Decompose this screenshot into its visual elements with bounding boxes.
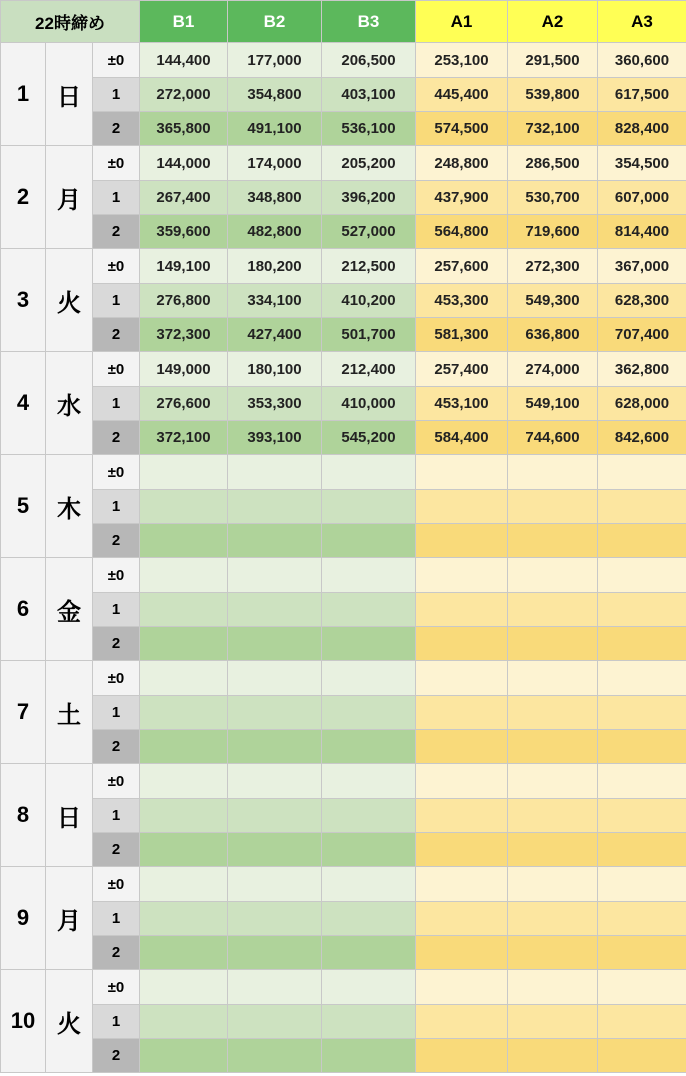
price-cell-a1[interactable] xyxy=(416,661,508,696)
price-cell-a2[interactable]: 272,300 xyxy=(508,249,598,284)
table-row xyxy=(1,455,686,490)
price-cell-b1[interactable] xyxy=(140,902,228,936)
price-cell-a3[interactable]: 354,500 xyxy=(598,146,686,181)
weekday-label: 月 xyxy=(46,867,93,970)
price-cell-a3[interactable]: 828,400 xyxy=(598,112,686,146)
price-cell-b1[interactable] xyxy=(140,696,228,730)
price-cell-b3[interactable] xyxy=(322,558,416,593)
weekday-label: 金 xyxy=(46,558,93,661)
price-cell-b2[interactable]: 482,800 xyxy=(228,215,322,249)
table-row xyxy=(1,421,686,455)
table-row xyxy=(1,490,686,524)
price-cell-a3[interactable] xyxy=(598,490,686,524)
price-cell-a1[interactable] xyxy=(416,833,508,867)
price-cell-a1[interactable]: 574,500 xyxy=(416,112,508,146)
price-cell-b3[interactable] xyxy=(322,455,416,490)
price-cell-a1[interactable]: 581,300 xyxy=(416,318,508,352)
table-title: 22時締め xyxy=(1,1,140,43)
price-cell-b3[interactable] xyxy=(322,867,416,902)
level-label: 1 xyxy=(93,799,140,833)
table-row xyxy=(1,387,686,421)
price-cell-a3[interactable] xyxy=(598,902,686,936)
price-cell-a1[interactable] xyxy=(416,902,508,936)
price-cell-b2[interactable]: 180,100 xyxy=(228,352,322,387)
level-label: 2 xyxy=(93,318,140,352)
price-cell-b2[interactable] xyxy=(228,593,322,627)
price-cell-a1[interactable]: 453,100 xyxy=(416,387,508,421)
level-label: 1 xyxy=(93,284,140,318)
price-cell-b2[interactable]: 174,000 xyxy=(228,146,322,181)
price-cell-a2[interactable] xyxy=(508,799,598,833)
table-row xyxy=(1,558,686,593)
price-cell-a1[interactable] xyxy=(416,764,508,799)
table-row xyxy=(1,215,686,249)
level-label: 2 xyxy=(93,421,140,455)
table-body xyxy=(1,43,686,1073)
table-row xyxy=(1,627,686,661)
level-label: ±0 xyxy=(93,764,140,799)
price-cell-a2[interactable]: 636,800 xyxy=(508,318,598,352)
table-row xyxy=(1,318,686,352)
price-cell-b1[interactable] xyxy=(140,970,228,1005)
price-cell-a2[interactable]: 291,500 xyxy=(508,43,598,78)
price-cell-a2[interactable] xyxy=(508,490,598,524)
price-cell-b1[interactable]: 144,000 xyxy=(140,146,228,181)
column-header-b2[interactable]: B2 xyxy=(228,1,322,43)
price-cell-a3[interactable]: 707,400 xyxy=(598,318,686,352)
price-cell-a1[interactable]: 257,400 xyxy=(416,352,508,387)
price-cell-b2[interactable] xyxy=(228,902,322,936)
price-cell-a2[interactable] xyxy=(508,455,598,490)
day-number: 9 xyxy=(1,867,46,970)
price-cell-b1[interactable]: 267,400 xyxy=(140,181,228,215)
weekday-label: 土 xyxy=(46,661,93,764)
price-cell-b1[interactable] xyxy=(140,627,228,661)
price-cell-a1[interactable]: 253,100 xyxy=(416,43,508,78)
price-cell-a3[interactable] xyxy=(598,1039,686,1073)
price-cell-a2[interactable] xyxy=(508,867,598,902)
price-cell-a1[interactable]: 248,800 xyxy=(416,146,508,181)
price-cell-a1[interactable] xyxy=(416,867,508,902)
price-cell-b2[interactable]: 180,200 xyxy=(228,249,322,284)
price-cell-b2[interactable] xyxy=(228,936,322,970)
price-cell-a1[interactable] xyxy=(416,627,508,661)
price-cell-b1[interactable] xyxy=(140,661,228,696)
price-cell-b3[interactable] xyxy=(322,730,416,764)
table-row xyxy=(1,1039,686,1073)
level-label: 1 xyxy=(93,696,140,730)
price-cell-a2[interactable] xyxy=(508,627,598,661)
table-row xyxy=(1,43,686,78)
weekday-label: 木 xyxy=(46,455,93,558)
price-cell-b1[interactable] xyxy=(140,867,228,902)
table-row xyxy=(1,112,686,146)
level-label: 2 xyxy=(93,524,140,558)
price-cell-b2[interactable] xyxy=(228,1039,322,1073)
price-cell-a3[interactable] xyxy=(598,970,686,1005)
price-cell-a2[interactable]: 719,600 xyxy=(508,215,598,249)
price-cell-b3[interactable]: 410,200 xyxy=(322,284,416,318)
price-cell-b2[interactable]: 334,100 xyxy=(228,284,322,318)
level-label: ±0 xyxy=(93,558,140,593)
price-cell-a1[interactable] xyxy=(416,799,508,833)
price-cell-b2[interactable] xyxy=(228,627,322,661)
table-row xyxy=(1,764,686,799)
price-cell-a3[interactable] xyxy=(598,524,686,558)
table-row xyxy=(1,1005,686,1039)
price-cell-a3[interactable]: 360,600 xyxy=(598,43,686,78)
price-cell-a3[interactable]: 842,600 xyxy=(598,421,686,455)
price-cell-b1[interactable] xyxy=(140,558,228,593)
price-cell-b3[interactable] xyxy=(322,936,416,970)
price-cell-b2[interactable] xyxy=(228,970,322,1005)
price-cell-b3[interactable]: 212,500 xyxy=(322,249,416,284)
price-cell-a1[interactable] xyxy=(416,524,508,558)
day-number: 4 xyxy=(1,352,46,455)
price-cell-a1[interactable] xyxy=(416,970,508,1005)
price-cell-b3[interactable]: 403,100 xyxy=(322,78,416,112)
price-cell-b2[interactable] xyxy=(228,490,322,524)
day-number: 6 xyxy=(1,558,46,661)
price-cell-b3[interactable] xyxy=(322,902,416,936)
price-cell-b3[interactable] xyxy=(322,1039,416,1073)
price-cell-a3[interactable]: 367,000 xyxy=(598,249,686,284)
level-label: ±0 xyxy=(93,455,140,490)
price-cell-b2[interactable] xyxy=(228,661,322,696)
day-number: 3 xyxy=(1,249,46,352)
price-cell-b2[interactable]: 354,800 xyxy=(228,78,322,112)
price-cell-b3[interactable] xyxy=(322,833,416,867)
price-cell-a2[interactable] xyxy=(508,661,598,696)
price-cell-a1[interactable] xyxy=(416,1005,508,1039)
price-cell-a1[interactable] xyxy=(416,455,508,490)
price-cell-a1[interactable] xyxy=(416,490,508,524)
price-cell-b2[interactable] xyxy=(228,696,322,730)
level-label: ±0 xyxy=(93,661,140,696)
day-number: 1 xyxy=(1,43,46,146)
level-label: 1 xyxy=(93,1005,140,1039)
level-label: 2 xyxy=(93,1039,140,1073)
weekday-label: 日 xyxy=(46,43,93,146)
column-header-a1[interactable]: A1 xyxy=(416,1,508,43)
day-number: 7 xyxy=(1,661,46,764)
table-row xyxy=(1,696,686,730)
price-cell-b1[interactable]: 149,000 xyxy=(140,352,228,387)
level-label: 2 xyxy=(93,936,140,970)
price-cell-b3[interactable] xyxy=(322,1005,416,1039)
level-label: ±0 xyxy=(93,970,140,1005)
table-row xyxy=(1,284,686,318)
weekday-label: 水 xyxy=(46,352,93,455)
price-cell-a3[interactable]: 607,000 xyxy=(598,181,686,215)
price-cell-b3[interactable] xyxy=(322,970,416,1005)
day-number: 8 xyxy=(1,764,46,867)
level-label: ±0 xyxy=(93,146,140,181)
price-cell-a2[interactable] xyxy=(508,970,598,1005)
price-cell-a3[interactable] xyxy=(598,593,686,627)
price-cell-b3[interactable] xyxy=(322,799,416,833)
table-row xyxy=(1,867,686,902)
price-cell-a3[interactable] xyxy=(598,867,686,902)
price-cell-a1[interactable]: 437,900 xyxy=(416,181,508,215)
price-cell-b1[interactable] xyxy=(140,799,228,833)
price-cell-a1[interactable] xyxy=(416,730,508,764)
table-row xyxy=(1,936,686,970)
price-cell-a3[interactable] xyxy=(598,627,686,661)
price-cell-a2[interactable]: 744,600 xyxy=(508,421,598,455)
price-cell-b2[interactable]: 491,100 xyxy=(228,112,322,146)
price-cell-b1[interactable] xyxy=(140,524,228,558)
price-cell-b2[interactable] xyxy=(228,524,322,558)
price-cell-b1[interactable] xyxy=(140,593,228,627)
price-cell-b3[interactable] xyxy=(322,696,416,730)
price-cell-b3[interactable]: 396,200 xyxy=(322,181,416,215)
price-cell-b1[interactable] xyxy=(140,936,228,970)
price-cell-b2[interactable] xyxy=(228,764,322,799)
weekday-label: 日 xyxy=(46,764,93,867)
price-cell-b3[interactable]: 501,700 xyxy=(322,318,416,352)
price-cell-a2[interactable] xyxy=(508,696,598,730)
level-label: 1 xyxy=(93,387,140,421)
price-cell-a3[interactable] xyxy=(598,661,686,696)
price-cell-a3[interactable] xyxy=(598,799,686,833)
price-cell-a1[interactable] xyxy=(416,696,508,730)
table-row xyxy=(1,524,686,558)
price-cell-b1[interactable] xyxy=(140,833,228,867)
price-cell-b2[interactable]: 427,400 xyxy=(228,318,322,352)
level-label: 1 xyxy=(93,78,140,112)
level-label: 2 xyxy=(93,112,140,146)
table-row xyxy=(1,970,686,1005)
table-row xyxy=(1,146,686,181)
price-cell-b2[interactable] xyxy=(228,799,322,833)
price-cell-b1[interactable]: 149,100 xyxy=(140,249,228,284)
table-row xyxy=(1,661,686,696)
price-cell-b3[interactable]: 527,000 xyxy=(322,215,416,249)
price-cell-b2[interactable]: 348,800 xyxy=(228,181,322,215)
price-cell-a3[interactable]: 814,400 xyxy=(598,215,686,249)
price-cell-a2[interactable] xyxy=(508,558,598,593)
table-row xyxy=(1,181,686,215)
price-cell-a3[interactable]: 617,500 xyxy=(598,78,686,112)
price-cell-b2[interactable] xyxy=(228,1005,322,1039)
price-cell-a3[interactable] xyxy=(598,764,686,799)
level-label: 2 xyxy=(93,833,140,867)
price-cell-a2[interactable]: 274,000 xyxy=(508,352,598,387)
price-cell-b2[interactable] xyxy=(228,558,322,593)
level-label: ±0 xyxy=(93,352,140,387)
price-cell-b3[interactable] xyxy=(322,490,416,524)
price-cell-a2[interactable] xyxy=(508,833,598,867)
price-cell-a1[interactable]: 445,400 xyxy=(416,78,508,112)
level-label: ±0 xyxy=(93,249,140,284)
table-row xyxy=(1,352,686,387)
price-cell-b1[interactable]: 276,600 xyxy=(140,387,228,421)
price-cell-b2[interactable]: 393,100 xyxy=(228,421,322,455)
price-cell-a2[interactable] xyxy=(508,936,598,970)
price-cell-b2[interactable]: 353,300 xyxy=(228,387,322,421)
price-cell-a2[interactable]: 539,800 xyxy=(508,78,598,112)
price-cell-b1[interactable]: 144,400 xyxy=(140,43,228,78)
price-cell-b3[interactable] xyxy=(322,593,416,627)
column-header-a2[interactable]: A2 xyxy=(508,1,598,43)
price-cell-a2[interactable]: 286,500 xyxy=(508,146,598,181)
weekday-label: 火 xyxy=(46,249,93,352)
level-label: 1 xyxy=(93,490,140,524)
price-cell-b3[interactable] xyxy=(322,764,416,799)
day-number: 5 xyxy=(1,455,46,558)
price-cell-b2[interactable] xyxy=(228,833,322,867)
level-label: ±0 xyxy=(93,867,140,902)
price-cell-b1[interactable] xyxy=(140,764,228,799)
day-number: 2 xyxy=(1,146,46,249)
price-cell-a1[interactable] xyxy=(416,593,508,627)
table-row xyxy=(1,249,686,284)
price-cell-a1[interactable] xyxy=(416,936,508,970)
weekday-label: 月 xyxy=(46,146,93,249)
price-cell-a1[interactable]: 453,300 xyxy=(416,284,508,318)
price-cell-a2[interactable] xyxy=(508,730,598,764)
column-header-b1[interactable]: B1 xyxy=(140,1,228,43)
price-cell-b3[interactable]: 536,100 xyxy=(322,112,416,146)
price-cell-b3[interactable]: 212,400 xyxy=(322,352,416,387)
weekday-label: 火 xyxy=(46,970,93,1073)
price-cell-b3[interactable] xyxy=(322,661,416,696)
level-label: 1 xyxy=(93,902,140,936)
price-cell-b1[interactable]: 276,800 xyxy=(140,284,228,318)
price-cell-b1[interactable]: 272,000 xyxy=(140,78,228,112)
price-cell-a3[interactable] xyxy=(598,696,686,730)
price-cell-a2[interactable] xyxy=(508,902,598,936)
price-cell-a2[interactable]: 732,100 xyxy=(508,112,598,146)
header-row xyxy=(1,1,686,43)
price-cell-a2[interactable]: 549,100 xyxy=(508,387,598,421)
price-cell-a2[interactable] xyxy=(508,764,598,799)
table-row xyxy=(1,593,686,627)
price-cell-b3[interactable]: 545,200 xyxy=(322,421,416,455)
price-cell-b1[interactable]: 372,300 xyxy=(140,318,228,352)
price-cell-b2[interactable] xyxy=(228,455,322,490)
level-label: 1 xyxy=(93,181,140,215)
price-cell-a2[interactable] xyxy=(508,1039,598,1073)
price-cell-b1[interactable] xyxy=(140,730,228,764)
price-cell-b2[interactable] xyxy=(228,867,322,902)
price-cell-b3[interactable]: 206,500 xyxy=(322,43,416,78)
table-row xyxy=(1,833,686,867)
day-number: 10 xyxy=(1,970,46,1073)
price-cell-b1[interactable] xyxy=(140,1005,228,1039)
price-cell-b3[interactable] xyxy=(322,627,416,661)
column-header-a3[interactable]: A3 xyxy=(598,1,686,43)
price-cell-a1[interactable] xyxy=(416,1039,508,1073)
table-row xyxy=(1,730,686,764)
price-cell-b3[interactable] xyxy=(322,524,416,558)
level-label: 2 xyxy=(93,627,140,661)
price-cell-a1[interactable]: 257,600 xyxy=(416,249,508,284)
price-cell-a2[interactable] xyxy=(508,593,598,627)
price-cell-b1[interactable] xyxy=(140,1039,228,1073)
price-cell-b1[interactable] xyxy=(140,490,228,524)
price-cell-a1[interactable]: 564,800 xyxy=(416,215,508,249)
price-cell-a3[interactable]: 362,800 xyxy=(598,352,686,387)
price-cell-b1[interactable]: 365,800 xyxy=(140,112,228,146)
price-cell-a2[interactable]: 530,700 xyxy=(508,181,598,215)
price-cell-a3[interactable] xyxy=(598,730,686,764)
price-cell-a1[interactable] xyxy=(416,558,508,593)
price-cell-a3[interactable]: 628,000 xyxy=(598,387,686,421)
price-cell-a1[interactable]: 584,400 xyxy=(416,421,508,455)
price-cell-b3[interactable]: 410,000 xyxy=(322,387,416,421)
price-cell-b2[interactable]: 177,000 xyxy=(228,43,322,78)
price-cell-a2[interactable] xyxy=(508,1005,598,1039)
column-header-b3[interactable]: B3 xyxy=(322,1,416,43)
price-cell-a3[interactable] xyxy=(598,936,686,970)
table-row xyxy=(1,78,686,112)
level-label: 2 xyxy=(93,215,140,249)
price-cell-b1[interactable]: 372,100 xyxy=(140,421,228,455)
price-cell-a3[interactable] xyxy=(598,833,686,867)
price-cell-a2[interactable] xyxy=(508,524,598,558)
price-cell-a3[interactable] xyxy=(598,558,686,593)
price-cell-b1[interactable] xyxy=(140,455,228,490)
price-cell-b3[interactable]: 205,200 xyxy=(322,146,416,181)
level-label: 2 xyxy=(93,730,140,764)
price-cell-a3[interactable]: 628,300 xyxy=(598,284,686,318)
level-label: ±0 xyxy=(93,43,140,78)
price-cell-a3[interactable] xyxy=(598,455,686,490)
price-cell-b2[interactable] xyxy=(228,730,322,764)
price-cell-a3[interactable] xyxy=(598,1005,686,1039)
price-cell-a2[interactable]: 549,300 xyxy=(508,284,598,318)
price-cell-b1[interactable]: 359,600 xyxy=(140,215,228,249)
table-row xyxy=(1,799,686,833)
level-label: 1 xyxy=(93,593,140,627)
table-row xyxy=(1,902,686,936)
